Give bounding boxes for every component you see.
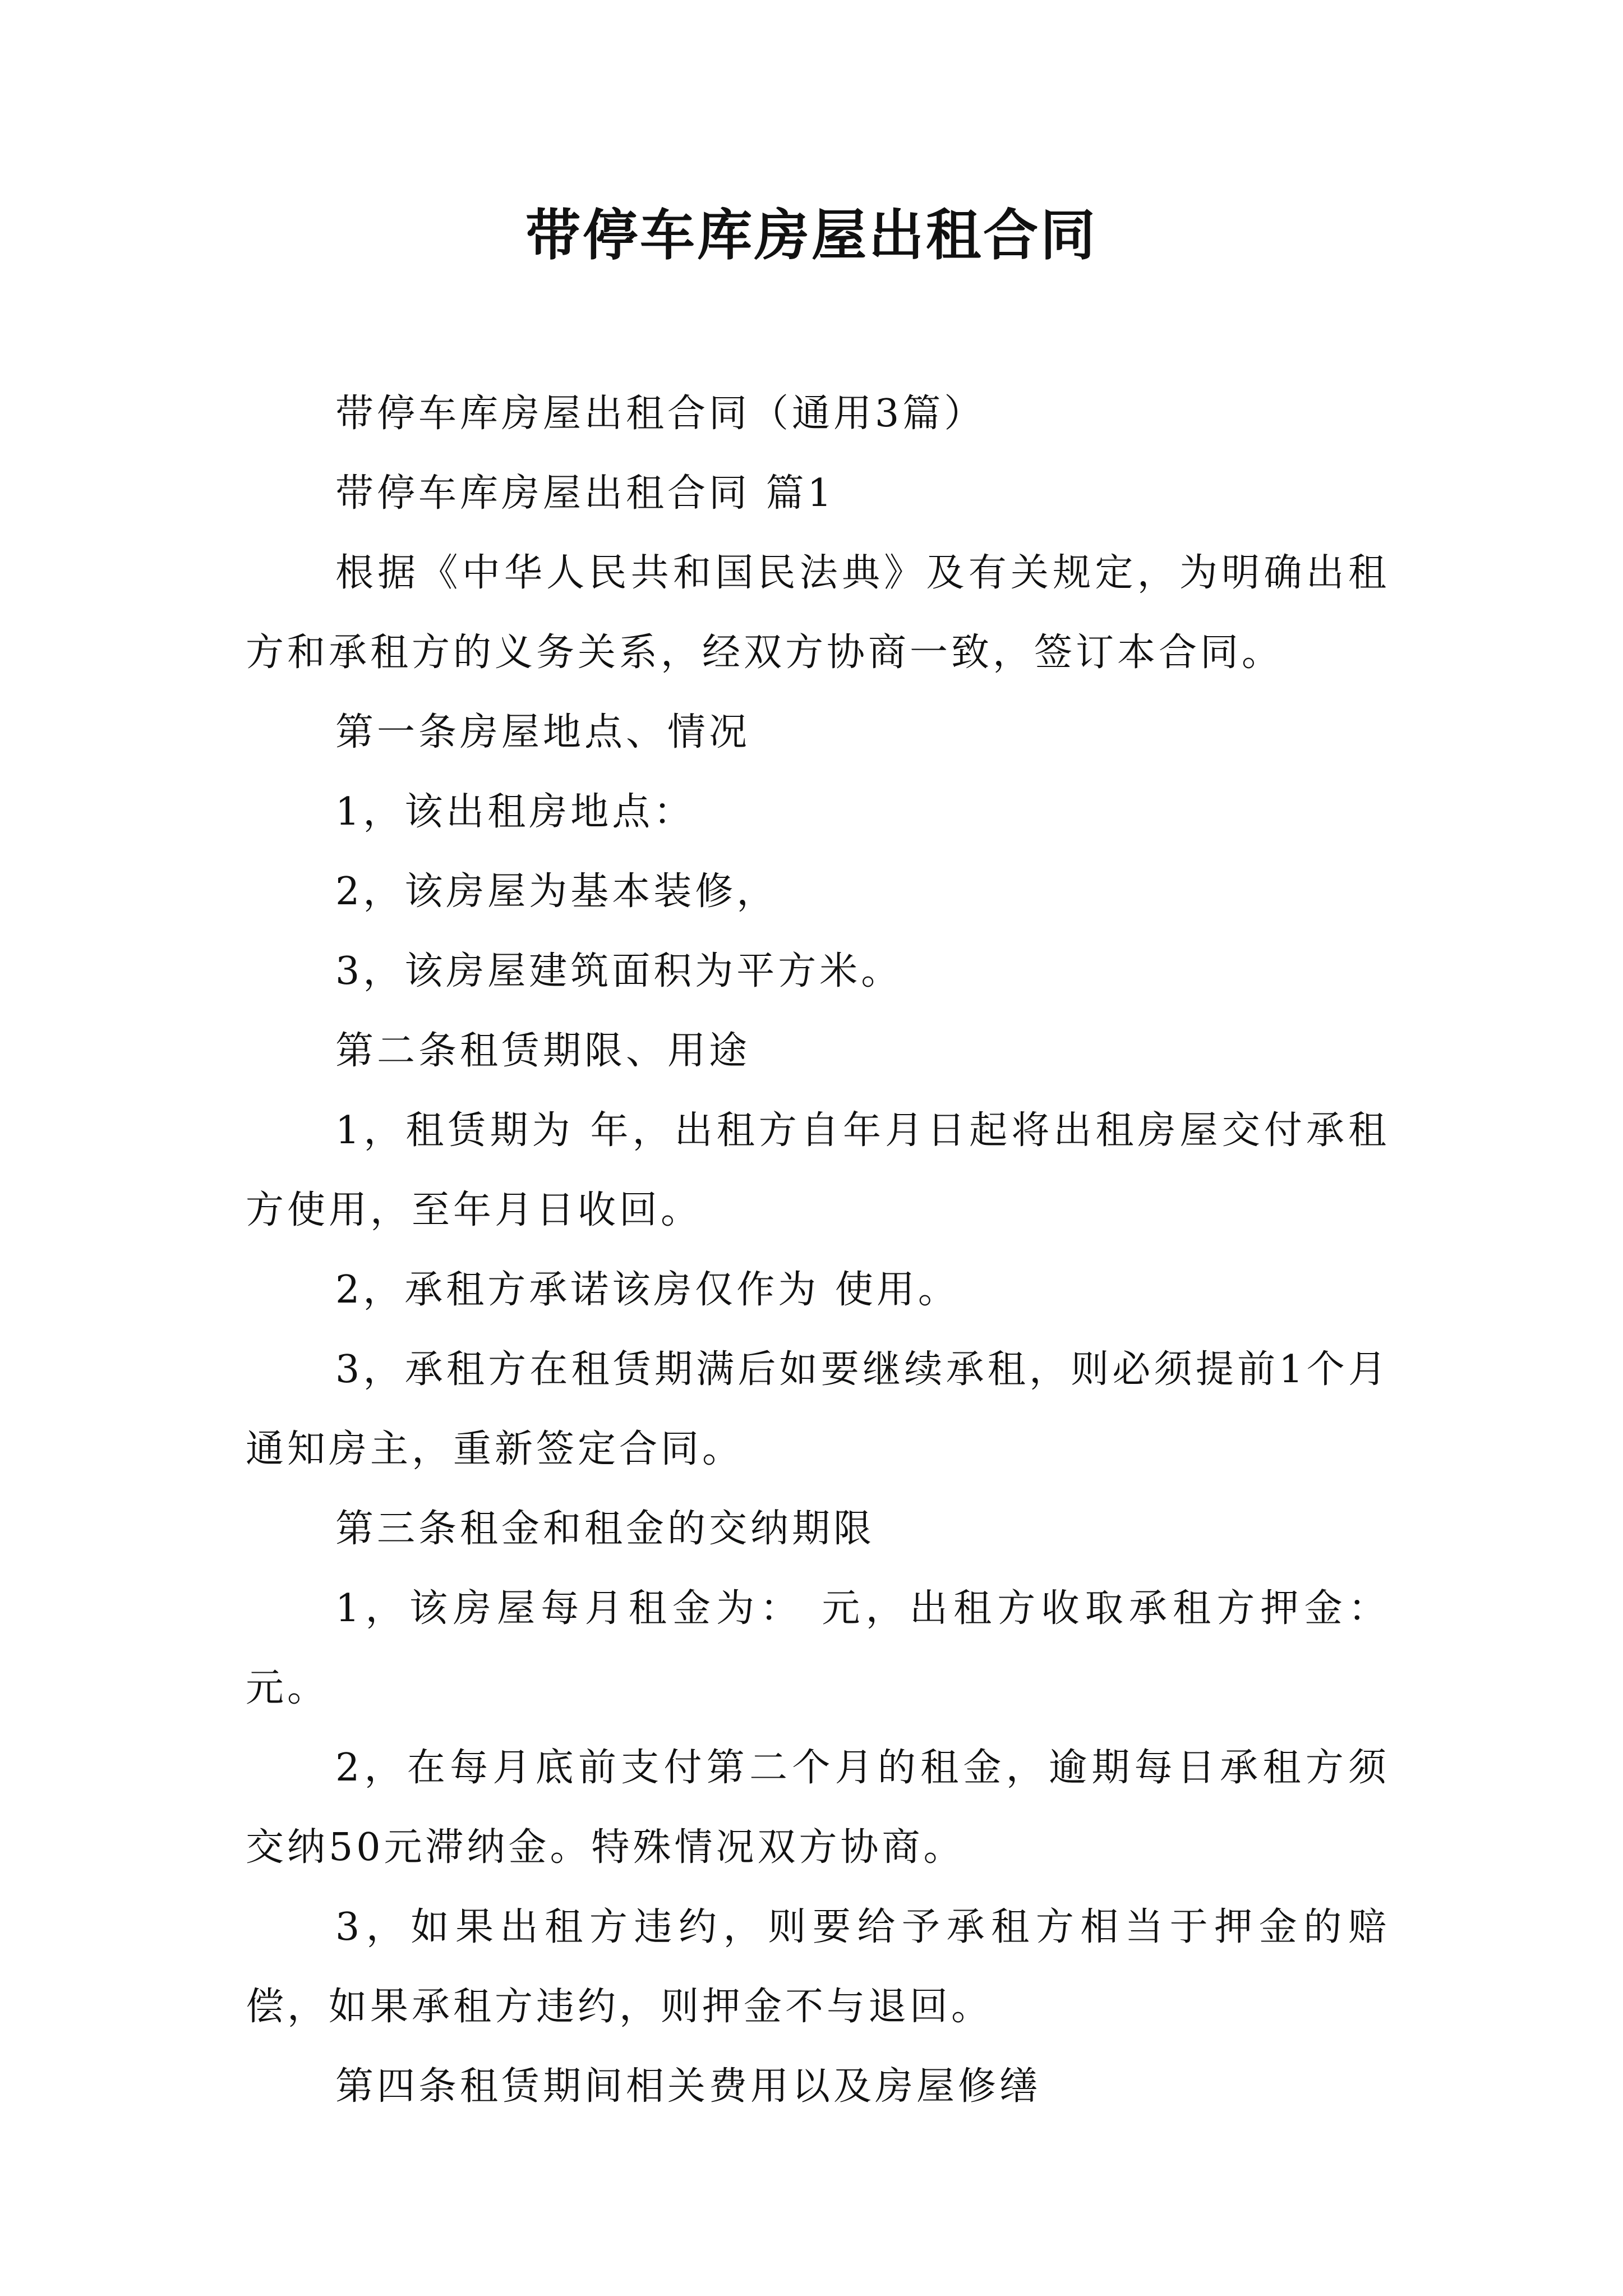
paragraph: 2，该房屋为基本装修， bbox=[335, 869, 778, 914]
document-subtitle: 带停车库房屋出租合同（通用3篇） bbox=[335, 392, 986, 436]
article-heading: 第一条房屋地点、情况 bbox=[335, 710, 751, 754]
document-body bbox=[246, 374, 1390, 2127]
paragraph: 3，该房屋建筑面积为平方米。 bbox=[335, 949, 903, 993]
article-heading: 第四条租赁期间相关费用以及房屋修缮 bbox=[335, 2064, 1041, 2109]
paragraph: 1，该房屋每月租金为： 元，出租方收取承租方押金：元。 bbox=[246, 1586, 1390, 1710]
paragraph: 2，承租方承诺该房仅作为 使用。 bbox=[335, 1268, 960, 1312]
paragraph: 1，该出租房地点： bbox=[335, 790, 695, 834]
article-heading: 第三条租金和租金的交纳期限 bbox=[335, 1507, 875, 1551]
paragraph: 3，如果出租方违约，则要给予承租方相当于押金的赔偿，如果承租方违约，则押金不与退回。 bbox=[246, 1905, 1390, 2029]
paragraph: 1，租赁期为 年，出租方自年月日起将出租房屋交付承租方使用，至年月日收回。 bbox=[246, 1108, 1390, 1232]
section-heading: 带停车库房屋出租合同 篇1 bbox=[335, 471, 835, 516]
document-title: 带停车库房屋出租合同 bbox=[525, 203, 1098, 268]
paragraph: 2，在每月底前支付第二个月的租金，逾期每日承租方须交纳50元滞纳金。特殊情况双方协商。 bbox=[246, 1746, 1390, 1870]
paragraph: 根据《中华人民共和国民法典》及有关规定，为明确出租方和承租方的义务关系，经双方协商一致，签订本合同。 bbox=[246, 551, 1390, 675]
paragraph: 3，承租方在租赁期满后如要继续承租，则必须提前1个月通知房主，重新签定合同。 bbox=[246, 1347, 1390, 1471]
article-heading: 第二条租赁期限、用途 bbox=[335, 1029, 751, 1073]
